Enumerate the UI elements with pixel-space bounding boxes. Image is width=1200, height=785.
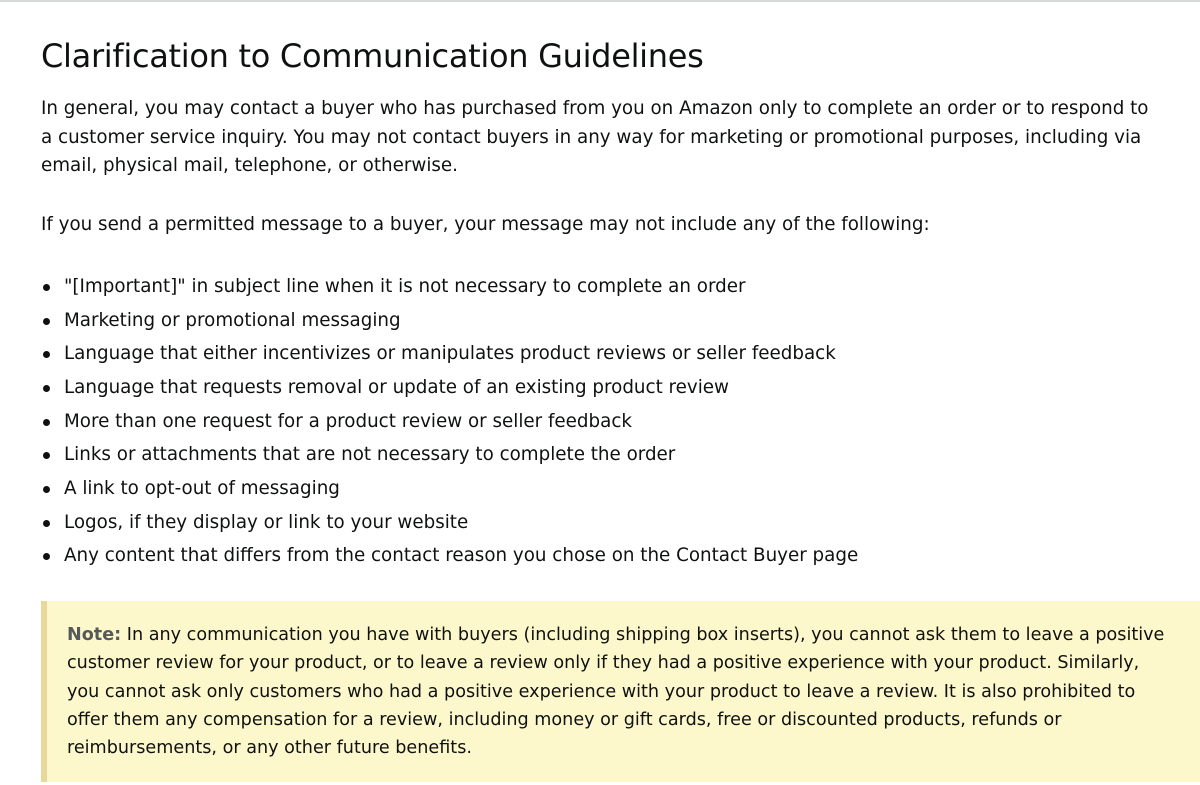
list-item-text: Logos, if they display or link to your website: [64, 511, 469, 533]
intro-paragraph: In general, you may contact a buyer who has purchased from you on Amazon only to complete an order or to respond to a customer service inquiry. You may not contact buyers in any way for marketing or promotional purposes, including via email, physical mail, telephone, or otherwise.: [41, 98, 1149, 177]
guidelines-article: [41, 30, 1200, 573]
bullet-icon: [43, 520, 50, 527]
list-item-text: A link to opt-out of messaging: [64, 478, 340, 500]
list-item-text: Links or attachments that are not necessary to complete the order: [64, 444, 676, 466]
prohibited-content-list: [41, 270, 1200, 573]
list-item: [41, 270, 1200, 304]
note-callout: [41, 601, 1200, 782]
bullet-icon: [43, 284, 50, 291]
bullet-icon: [43, 351, 50, 358]
list-item: [41, 438, 1200, 472]
list-item-text: Language that requests removal or update of an existing product review: [64, 376, 730, 398]
list-item: [41, 405, 1200, 439]
top-divider: [0, 0, 1200, 2]
bullet-icon: [43, 385, 50, 392]
list-item-text: More than one request for a product review or seller feedback: [64, 410, 632, 432]
list-item-text: "[Important]" in subject line when it is not necessary to complete an order: [64, 275, 746, 297]
list-intro-paragraph: If you send a permitted message to a buyer, your message may not include any of the following:: [41, 214, 930, 236]
list-item: [41, 337, 1200, 371]
page-title: Clarification to Communication Guidelines: [41, 37, 704, 75]
list-item: [41, 472, 1200, 506]
bullet-icon: [43, 318, 50, 325]
list-item-text: Any content that differs from the contact reason you chose on the Contact Buyer page: [64, 545, 859, 567]
bullet-icon: [43, 452, 50, 459]
note-label: Note:: [67, 625, 122, 645]
list-item: [41, 539, 1200, 573]
note-body: In any communication you have with buyers (including shipping box inserts), you cannot ask them to leave a positive customer review for your product, or to leave a review only if they had a positive experience with your product. Similarly, you cannot ask only customers who had a positive experience with your product to leave a review. It is also prohibited to offer them any compensation for a review, including money or gift cards, free or discounted products, refunds or reimbursements, or any other future benefits.: [67, 625, 1165, 759]
list-item-text: Marketing or promotional messaging: [64, 309, 401, 331]
bullet-icon: [43, 486, 50, 493]
list-item-text: Language that either incentivizes or manipulates product reviews or seller feedback: [64, 343, 836, 365]
bullet-icon: [43, 419, 50, 426]
list-item: [41, 371, 1200, 405]
note-text: [67, 621, 1176, 762]
list-item: [41, 304, 1200, 338]
list-item: [41, 506, 1200, 540]
bullet-icon: [43, 553, 50, 560]
